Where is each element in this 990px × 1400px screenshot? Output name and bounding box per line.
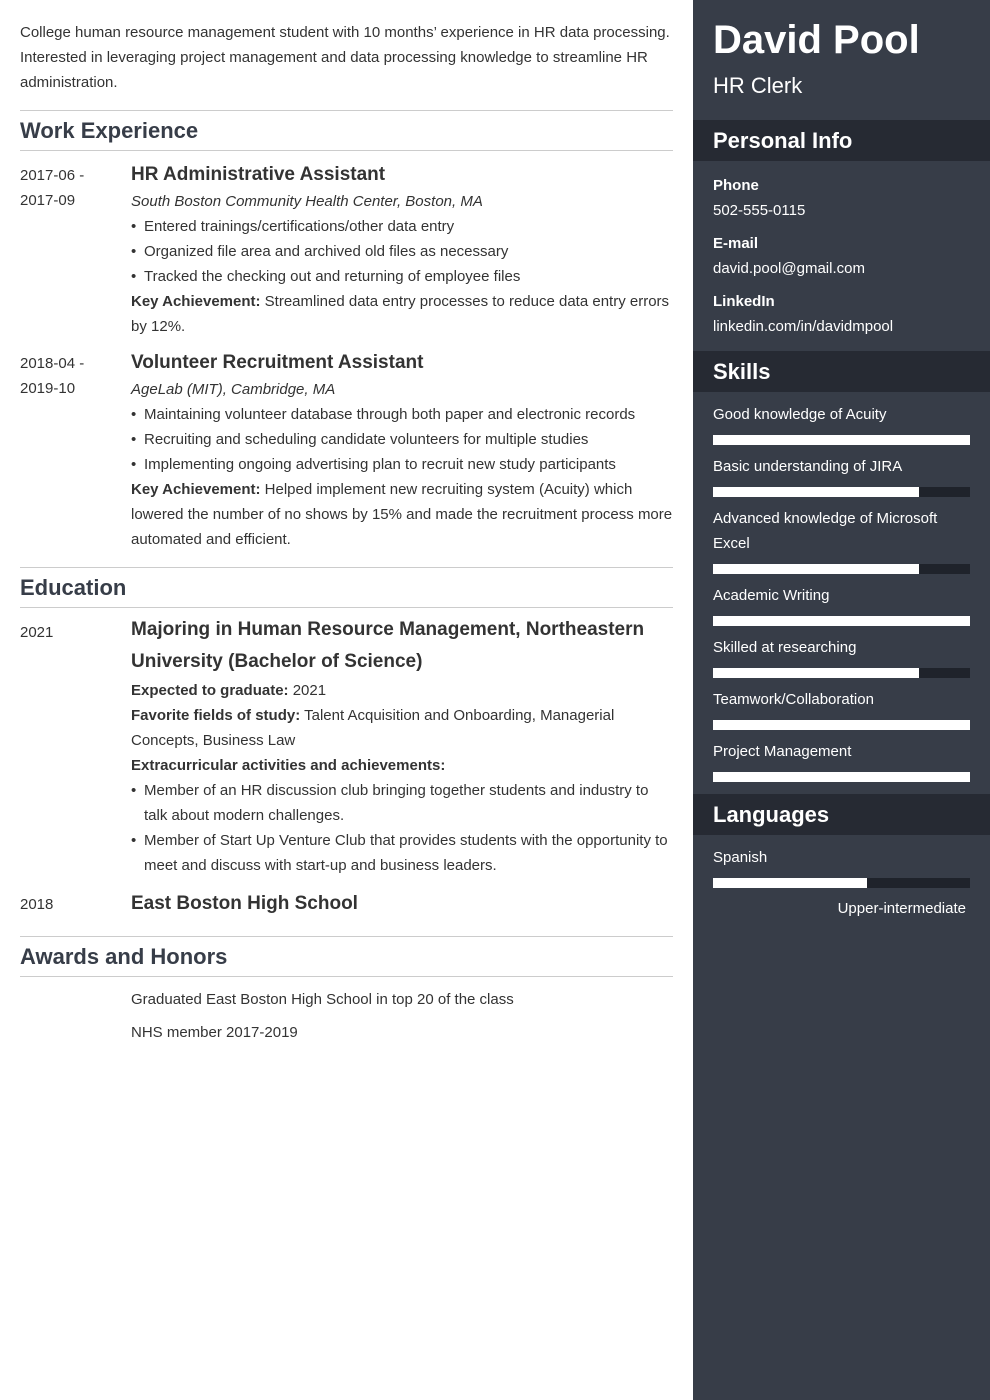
- skill-item: [713, 687, 970, 730]
- skill-bar: [713, 435, 970, 445]
- skill-item: [713, 402, 970, 445]
- favorite-fields: [131, 703, 673, 753]
- candidate-name: David Pool: [713, 18, 920, 62]
- language-name: Spanish: [713, 849, 768, 866]
- awards-heading: Awards and Honors: [20, 936, 673, 977]
- skill-bar: [713, 668, 970, 678]
- key-achievement: [131, 289, 673, 339]
- skill-name: Advanced knowledge of Microsoft Excel: [713, 510, 938, 552]
- skill-bar-fill: [713, 564, 919, 574]
- skill-name: Teamwork/Collaboration: [713, 691, 874, 708]
- skill-bar-fill: [713, 720, 970, 730]
- skill-item: [713, 583, 970, 626]
- job-title: HR Administrative Assistant: [131, 164, 386, 185]
- education-date: 2018: [20, 896, 54, 913]
- language-level: Upper-intermediate: [837, 900, 966, 917]
- skill-item: [713, 739, 970, 782]
- email-label: E-mail: [713, 235, 759, 252]
- personal-info-heading: Personal Info: [693, 120, 990, 161]
- job-company: AgeLab (MIT), Cambridge, MA: [131, 381, 336, 398]
- job-bullets: [131, 402, 673, 477]
- summary: College human resource management student with 10 months’ experience in HR data processing. Interested in leveraging project management and data processing knowledge to streamline HR administration.: [20, 24, 670, 91]
- list-item: • Recruiting and scheduling candidate volunteers for multiple studies: [131, 427, 673, 452]
- sidebar: [693, 0, 990, 1400]
- language-bar: [713, 878, 970, 888]
- expected-graduation: [131, 678, 673, 703]
- education-heading: Education: [20, 567, 673, 608]
- skill-bar: [713, 616, 970, 626]
- education-title: East Boston High School: [131, 893, 358, 914]
- linkedin-label: LinkedIn: [713, 293, 775, 310]
- skill-bar: [713, 564, 970, 574]
- skill-bar-fill: [713, 668, 919, 678]
- language-item: [713, 845, 970, 888]
- languages-list: [693, 835, 990, 921]
- key-achievement-label: Key Achievement:: [131, 481, 261, 498]
- expected-graduation-value: 2021: [288, 682, 327, 699]
- skill-name: Academic Writing: [713, 587, 830, 604]
- list-item: • Organized file area and archived old files as necessary: [131, 239, 673, 264]
- skill-item: [713, 454, 970, 497]
- phone-label: Phone: [713, 177, 759, 194]
- skill-name: Skilled at researching: [713, 639, 857, 656]
- list-item: • Implementing ongoing advertising plan to recruit new study participants: [131, 452, 673, 477]
- email-value[interactable]: david.pool@gmail.com: [713, 260, 865, 277]
- job-entry: [20, 163, 673, 339]
- favorite-fields-value: Talent Acquisition and Onboarding, Managerial Concepts, Business Law: [131, 707, 615, 749]
- skill-name: Project Management: [713, 743, 852, 760]
- expected-graduation-label: Expected to graduate:: [131, 682, 289, 699]
- skill-bar: [713, 720, 970, 730]
- list-item: • Member of Start Up Venture Club that provides students with the opportunity to meet and discuss with start-up and business leaders.: [131, 828, 673, 878]
- skill-item: [713, 635, 970, 678]
- extracurricular-label: Extracurricular activities and achievements:: [131, 757, 446, 774]
- language-bar-fill: [713, 878, 867, 888]
- key-achievement: [131, 477, 673, 552]
- skills-heading: Skills: [693, 351, 990, 392]
- skill-bar: [713, 772, 970, 782]
- candidate-role: HR Clerk: [713, 73, 803, 98]
- award-item: NHS member 2017-2019: [131, 1024, 298, 1041]
- list-item: • Entered trainings/certifications/other data entry: [131, 214, 673, 239]
- skill-bar-fill: [713, 435, 970, 445]
- education-entry: [20, 892, 673, 918]
- skill-bar-fill: [713, 616, 970, 626]
- job-date: 2017-06 - 2017-09: [20, 167, 85, 209]
- job-bullets: [131, 214, 673, 289]
- languages-heading: Languages: [693, 794, 990, 835]
- skill-bar-fill: [713, 487, 919, 497]
- job-date: 2018-04 - 2019-10: [20, 355, 85, 397]
- extracurricular-bullets: [131, 778, 673, 878]
- skill-item: [713, 506, 970, 574]
- list-item: • Member of an HR discussion club bringing together students and industry to talk about modern challenges.: [131, 778, 673, 828]
- skills-list: [693, 392, 990, 782]
- skill-name: Basic understanding of JIRA: [713, 458, 903, 475]
- skill-bar-fill: [713, 772, 970, 782]
- job-company: South Boston Community Health Center, Boston, MA: [131, 193, 483, 210]
- education-entry: [20, 620, 673, 878]
- job-entry: [20, 351, 673, 552]
- phone-value[interactable]: 502-555-0115: [713, 202, 806, 219]
- key-achievement-text: Streamlined data entry processes to reduce data entry errors by 12%.: [131, 293, 670, 335]
- linkedin-value[interactable]: linkedin.com/in/davidmpool: [713, 318, 894, 335]
- personal-info: [693, 161, 990, 339]
- education-title: Majoring in Human Resource Management, Northeastern University (Bachelor of Science): [131, 619, 645, 672]
- work-experience-heading: Work Experience: [20, 110, 673, 151]
- award-item: Graduated East Boston High School in top 20 of the class: [131, 991, 514, 1008]
- skill-name: Good knowledge of Acuity: [713, 406, 887, 423]
- key-achievement-label: Key Achievement:: [131, 293, 261, 310]
- list-item: • Tracked the checking out and returning of employee files: [131, 264, 673, 289]
- list-item: • Maintaining volunteer database through both paper and electronic records: [131, 402, 673, 427]
- job-title: Volunteer Recruitment Assistant: [131, 352, 424, 373]
- skill-bar: [713, 487, 970, 497]
- key-achievement-text: Helped implement new recruiting system (Acuity) which lowered the number of no shows by 15% and made the recruitment process more automated and efficient.: [131, 481, 673, 548]
- education-date: 2021: [20, 624, 54, 641]
- favorite-fields-label: Favorite fields of study:: [131, 707, 301, 724]
